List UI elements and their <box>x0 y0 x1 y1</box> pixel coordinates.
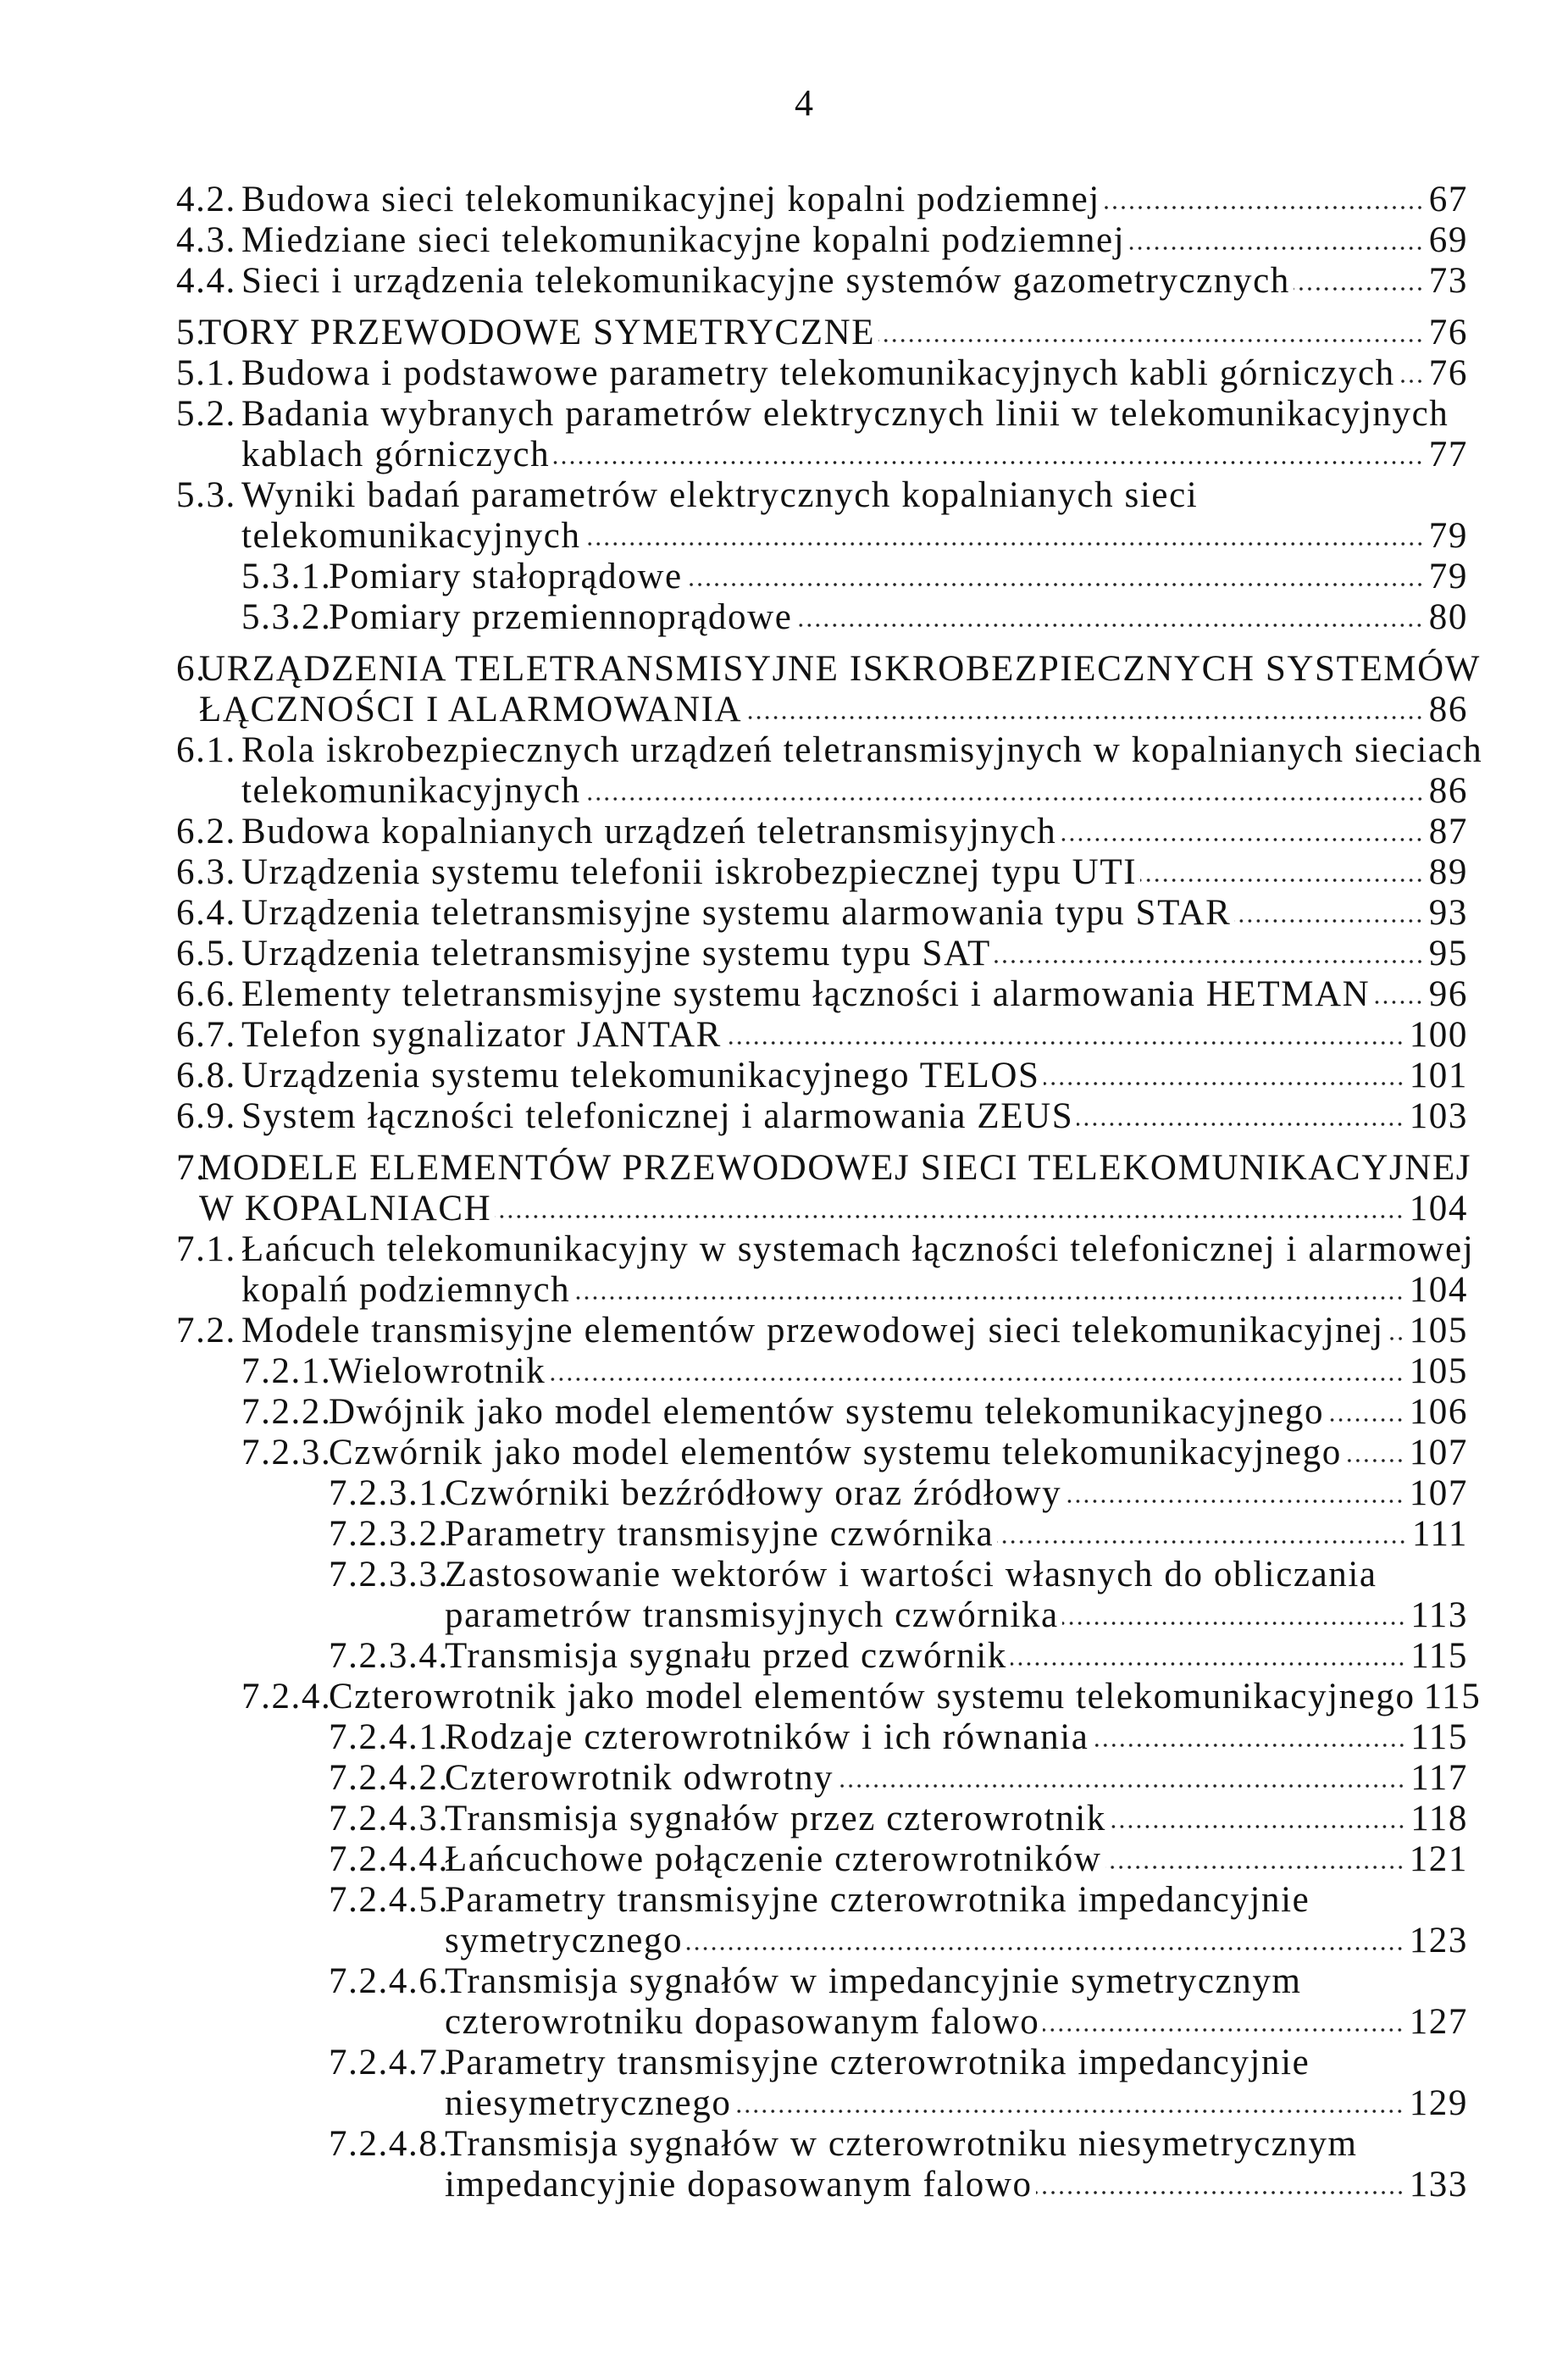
toc-entry-line <box>0 2043 1568 2083</box>
toc-entry-page: 104 <box>1409 1189 1468 1228</box>
toc-entry-page: 67 <box>1428 180 1468 219</box>
toc-entry-line <box>0 1392 1568 1433</box>
toc-entry-title: Pomiary stałoprądowe <box>329 557 683 596</box>
toc-entry-page: 77 <box>1428 435 1468 474</box>
toc-entry-title: Budowa sieci telekomunikacyjnej kopalni podziemnej <box>241 180 1100 219</box>
toc-entry-page: 107 <box>1409 1473 1468 1513</box>
toc-entry-title: parametrów transmisyjnych czwórnika <box>445 1595 1059 1635</box>
toc-entry-title: TORY PRZEWODOWE SYMETRYCZNE <box>199 313 876 352</box>
toc-entry-number: 7.2.3.4. <box>329 1636 449 1676</box>
toc-entry-page: 101 <box>1409 1056 1468 1095</box>
dot-leader <box>1104 205 1424 210</box>
toc-entry-number: 7.2.3. <box>241 1433 332 1472</box>
toc-entry-number: 5.1. <box>176 353 236 393</box>
toc-entry-title: Urządzenia systemu telefonii iskrobezpiecznej typu UTI <box>241 852 1138 892</box>
dot-leader <box>1345 1458 1405 1463</box>
toc-entry-title: Łańcuch telekomunikacyjny w systemach łączności telefonicznej i alarmowej <box>241 1229 1475 1269</box>
toc-entry-number: 5. <box>176 313 207 352</box>
toc-entry-line <box>0 1270 1568 1311</box>
toc-entry-title: Budowa i podstawowe parametry telekomunikacyjnych kabli górniczych <box>241 353 1395 393</box>
dot-leader <box>573 1295 1404 1300</box>
toc-entry-page: 80 <box>1428 597 1468 637</box>
toc-entry-number: 7.2.4.4. <box>329 1839 449 1879</box>
toc-entry-number: 7.2.2. <box>241 1392 332 1432</box>
toc-entry-title: Wielowrotnik <box>329 1351 546 1391</box>
toc-entry-title: symetrycznego <box>445 1921 684 1960</box>
dot-leader <box>686 582 1424 587</box>
dot-leader <box>1373 1000 1423 1005</box>
toc-entry-page: 118 <box>1410 1799 1468 1838</box>
toc-entry-page: 86 <box>1428 690 1468 729</box>
toc-entry-number: 6.3. <box>176 852 236 892</box>
toc-entry-page: 100 <box>1409 1015 1468 1055</box>
toc-entry-number: 6.7. <box>176 1015 236 1055</box>
toc-entry-number: 5.3. <box>176 475 236 515</box>
toc-entry-page: 104 <box>1409 1270 1468 1310</box>
dot-leader <box>553 460 1424 465</box>
toc-entry-page: 86 <box>1428 771 1468 811</box>
toc-entry-title: Wyniki badań parametrów elektrycznych kopalnianych sieci <box>241 475 1199 515</box>
toc-entry-line <box>0 690 1568 730</box>
toc-entry-title: Parametry transmisyjne czterowrotnika impedancyjnie <box>445 1880 1310 1920</box>
toc-entry-line <box>0 180 1568 220</box>
toc-entry-title: Dwójnik jako model elementów systemu telekomunikacyjnego <box>329 1392 1325 1432</box>
toc-entry-line <box>0 313 1568 353</box>
toc-entry-line <box>0 2083 1568 2124</box>
toc-entry-number: 7.2.3.3. <box>329 1555 449 1594</box>
toc-entry-title: Czwórniki bezźródłowy oraz źródłowy <box>445 1473 1062 1513</box>
dot-leader <box>1077 1122 1404 1127</box>
toc-entry-number: 6.1. <box>176 730 236 770</box>
toc-entry-page: 123 <box>1409 1921 1468 1960</box>
toc-entry-title: Czterowrotnik jako model elementów systemu telekomunikacyjnego <box>329 1677 1416 1716</box>
toc-entry-page: 76 <box>1428 313 1468 352</box>
dot-leader <box>1105 1865 1405 1870</box>
dot-leader <box>1234 918 1423 923</box>
toc-entry-page: 93 <box>1428 893 1468 933</box>
toc-entry-page: 107 <box>1409 1433 1468 1472</box>
dot-leader <box>1060 837 1423 842</box>
toc-entry-title: Urządzenia systemu telekomunikacyjnego TELOS <box>241 1056 1040 1095</box>
toc-entry-line <box>0 1433 1568 1473</box>
toc-entry-page: 113 <box>1410 1595 1468 1635</box>
dot-leader <box>549 1377 1404 1382</box>
toc-entry-number: 7.2.4.2. <box>329 1758 449 1798</box>
toc-entry-line <box>0 1473 1568 1514</box>
toc-entry-page: 73 <box>1428 261 1468 301</box>
toc-entry-line <box>0 1595 1568 1636</box>
toc-entry-line <box>0 934 1568 974</box>
dot-leader <box>1128 246 1424 251</box>
toc-entry-number: 6.2. <box>176 812 236 851</box>
toc-entry-page: 115 <box>1410 1717 1468 1757</box>
toc-entry-line <box>0 557 1568 597</box>
toc-entry-line <box>0 261 1568 302</box>
toc-entry-title: kablach górniczych <box>241 435 551 474</box>
toc-entry-line <box>0 2165 1568 2205</box>
dot-leader <box>995 959 1424 964</box>
dot-leader <box>1043 2027 1404 2032</box>
toc-entry-line <box>0 435 1568 475</box>
dot-leader <box>1044 1081 1405 1086</box>
dot-leader <box>795 623 1423 628</box>
toc-entry-page: 129 <box>1409 2083 1468 2123</box>
toc-entry-line <box>0 1229 1568 1270</box>
toc-entry-number: 7. <box>176 1148 207 1188</box>
toc-entry-title: System łączności telefonicznej i alarmowania ZEUS <box>241 1096 1074 1136</box>
toc-entry-number: 7.2.4. <box>241 1677 332 1716</box>
toc-entry-number: 6.6. <box>176 974 236 1014</box>
toc-entry-line <box>0 1758 1568 1799</box>
toc-entry-page: 111 <box>1411 1514 1468 1554</box>
toc-entry-number: 7.1. <box>176 1229 236 1269</box>
dot-leader <box>745 715 1424 720</box>
toc-entry-page: 105 <box>1409 1311 1468 1350</box>
toc-entry-title: Transmisja sygnałów przez czterowrotnik <box>445 1799 1106 1838</box>
dot-leader <box>585 796 1424 801</box>
toc-entry-title: Czterowrotnik odwrotny <box>445 1758 834 1798</box>
toc-entry-line <box>0 475 1568 516</box>
table-of-contents <box>0 180 1568 2205</box>
dot-leader <box>1140 878 1424 883</box>
toc-entry-line <box>0 1555 1568 1595</box>
toc-entry-number: 7.2.4.7. <box>329 2043 449 2082</box>
toc-entry-page: 69 <box>1428 220 1468 260</box>
toc-entry-line <box>0 597 1568 638</box>
toc-entry-number: 6.4. <box>176 893 236 933</box>
dot-leader <box>1110 1824 1405 1829</box>
toc-entry-line <box>0 893 1568 934</box>
toc-entry-page: 127 <box>1409 2002 1468 2042</box>
toc-entry-title: Rodzaje czterowrotników i ich równania <box>445 1717 1089 1757</box>
toc-entry-title: URZĄDZENIA TELETRANSMISYJNE ISKROBEZPIECZNYCH SYSTEMÓW <box>199 649 1481 689</box>
toc-entry-number: 7.2.3.1. <box>329 1473 449 1513</box>
toc-entry-line <box>0 1799 1568 1839</box>
toc-entry-title: Czwórnik jako model elementów systemu telekomunikacyjnego <box>329 1433 1342 1472</box>
toc-entry-number: 5.2. <box>176 394 236 434</box>
toc-entry-line <box>0 1148 1568 1189</box>
toc-entry-page: 115 <box>1423 1677 1482 1716</box>
dot-leader <box>1036 2190 1405 2195</box>
dot-leader <box>734 2109 1404 2114</box>
toc-entry-line <box>0 2124 1568 2165</box>
toc-entry-page: 96 <box>1428 974 1468 1014</box>
toc-entry-page: 76 <box>1428 353 1468 393</box>
toc-entry-title: Parametry transmisyjne czwórnika <box>445 1514 995 1554</box>
toc-entry-page: 103 <box>1409 1096 1468 1136</box>
toc-entry-number: 6. <box>176 649 207 689</box>
toc-entry-title: Elementy teletransmisyjne systemu łączności i alarmowania HETMAN <box>241 974 1371 1014</box>
toc-entry-line <box>0 1514 1568 1555</box>
toc-entry-page: 95 <box>1428 934 1468 973</box>
toc-entry-number: 7.2.4.6. <box>329 1961 449 2001</box>
toc-entry-line <box>0 1636 1568 1677</box>
dot-leader <box>1294 286 1424 291</box>
toc-entry-number: 7.2.4.5. <box>329 1880 449 1920</box>
toc-entry-number: 5.3.2. <box>241 597 332 637</box>
toc-entry-title: MODELE ELEMENTÓW PRZEWODOWEJ SIECI TELEKOMUNIKACYJNEJ <box>199 1148 1472 1188</box>
toc-entry-page: 117 <box>1410 1758 1468 1798</box>
dot-leader <box>1327 1417 1405 1422</box>
dot-leader <box>1093 1743 1406 1748</box>
toc-entry-title: Telefon sygnalizator JANTAR <box>241 1015 722 1055</box>
toc-entry-line <box>0 1677 1568 1717</box>
toc-entry-line <box>0 1056 1568 1096</box>
toc-entry-number: 7.2. <box>176 1311 236 1350</box>
toc-entry-line <box>0 1189 1568 1229</box>
toc-entry-title: kopalń podziemnych <box>241 1270 571 1310</box>
toc-entry-title: Urządzenia teletransmisyjne systemu alarmowania typu STAR <box>241 893 1232 933</box>
toc-entry-line <box>0 1311 1568 1351</box>
toc-entry-line <box>0 812 1568 852</box>
toc-entry-line <box>0 353 1568 394</box>
toc-entry-title: Transmisja sygnału przed czwórnik <box>445 1636 1007 1676</box>
toc-entry-page: 121 <box>1409 1839 1468 1879</box>
toc-entry-line <box>0 2002 1568 2043</box>
toc-entry-title: Budowa kopalnianych urządzeń teletransmisyjnych <box>241 812 1057 851</box>
dot-leader <box>585 541 1424 546</box>
toc-entry-page: 105 <box>1409 1351 1468 1391</box>
toc-entry-line <box>0 394 1568 435</box>
toc-entry-title: Rola iskrobezpiecznych urządzeń teletransmisyjnych w kopalnianych sieciach <box>241 730 1483 770</box>
toc-entry-page: 89 <box>1428 852 1468 892</box>
toc-entry-number: 7.2.4.1. <box>329 1717 449 1757</box>
toc-entry-number: 7.2.1. <box>241 1351 332 1391</box>
toc-entry-line <box>0 771 1568 812</box>
toc-entry-title: Pomiary przemiennoprądowe <box>329 597 793 637</box>
dot-leader <box>1062 1621 1406 1626</box>
dot-leader <box>1011 1661 1405 1666</box>
toc-entry-page: 79 <box>1428 557 1468 596</box>
toc-entry-line <box>0 1717 1568 1758</box>
toc-entry-line <box>0 220 1568 261</box>
toc-entry-title: Transmisja sygnałów w czterowrotniku niesymetrycznym <box>445 2124 1358 2164</box>
toc-entry-line <box>0 649 1568 690</box>
toc-entry-title: Miedziane sieci telekomunikacyjne kopalni podziemnej <box>241 220 1126 260</box>
toc-entry-number: 6.5. <box>176 934 236 973</box>
toc-entry-title: Parametry transmisyjne czterowrotnika impedancyjnie <box>445 2043 1310 2082</box>
dot-leader <box>1065 1499 1404 1504</box>
dot-leader <box>878 338 1424 343</box>
toc-entry-line <box>0 852 1568 893</box>
toc-entry-number: 6.8. <box>176 1056 236 1095</box>
dot-leader <box>725 1040 1405 1045</box>
dot-leader <box>1399 379 1424 384</box>
toc-entry-number: 4.2. <box>176 180 236 219</box>
toc-entry-line <box>0 1351 1568 1392</box>
toc-entry-title: Łańcuchowe połączenie czterowrotników <box>445 1839 1102 1879</box>
toc-entry-title: niesymetrycznego <box>445 2083 732 2123</box>
dot-leader <box>495 1214 1404 1219</box>
toc-entry-title: Sieci i urządzenia telekomunikacyjne systemów gazometrycznych <box>241 261 1290 301</box>
toc-entry-title: ŁĄCZNOŚCI I ALARMOWANIA <box>199 690 743 729</box>
toc-entry-line <box>0 974 1568 1015</box>
toc-entry-title: telekomunikacyjnych <box>241 771 581 811</box>
toc-entry-line <box>0 1096 1568 1137</box>
toc-entry-title: Modele transmisyjne elementów przewodowej sieci telekomunikacyjnej <box>241 1311 1384 1350</box>
toc-entry-line <box>0 1961 1568 2002</box>
toc-entry-title: czterowrotniku dopasowanym falowo <box>445 2002 1040 2042</box>
toc-entry-number: 7.2.4.3. <box>329 1799 449 1838</box>
toc-entry-page: 115 <box>1410 1636 1468 1676</box>
dot-leader <box>997 1539 1407 1544</box>
dot-leader <box>1388 1336 1405 1341</box>
toc-entry-number: 7.2.4.8. <box>329 2124 449 2164</box>
toc-entry-line <box>0 1839 1568 1880</box>
toc-entry-title: Zastosowanie wektorów i wartości własnych do obliczania <box>445 1555 1377 1594</box>
toc-entry-number: 7.2.3.2. <box>329 1514 449 1554</box>
dot-leader <box>837 1783 1405 1788</box>
toc-entry-page: 106 <box>1409 1392 1468 1432</box>
toc-entry-line <box>0 1015 1568 1056</box>
toc-entry-page: 79 <box>1428 516 1468 556</box>
toc-entry-title: W KOPALNIACH <box>199 1189 492 1228</box>
toc-entry-number: 4.4. <box>176 261 236 301</box>
toc-entry-line <box>0 1921 1568 1961</box>
toc-entry-title: telekomunikacyjnych <box>241 516 581 556</box>
toc-entry-number: 6.9. <box>176 1096 236 1136</box>
toc-entry-title: impedancyjnie dopasowanym falowo <box>445 2165 1033 2204</box>
toc-entry-line <box>0 516 1568 557</box>
toc-entry-title: Transmisja sygnałów w impedancyjnie symetrycznym <box>445 1961 1302 2001</box>
toc-entry-title: Urządzenia teletransmisyjne systemu typu SAT <box>241 934 991 973</box>
toc-entry-page: 87 <box>1428 812 1468 851</box>
toc-entry-number: 5.3.1. <box>241 557 332 596</box>
toc-entry-line <box>0 730 1568 771</box>
dot-leader <box>686 1946 1405 1951</box>
page-number: 4 <box>795 82 813 124</box>
toc-entry-title: Badania wybranych parametrów elektrycznych linii w telekomunikacyjnych <box>241 394 1449 434</box>
toc-entry-page: 133 <box>1409 2165 1468 2204</box>
toc-entry-number: 4.3. <box>176 220 236 260</box>
toc-entry-line <box>0 1880 1568 1921</box>
